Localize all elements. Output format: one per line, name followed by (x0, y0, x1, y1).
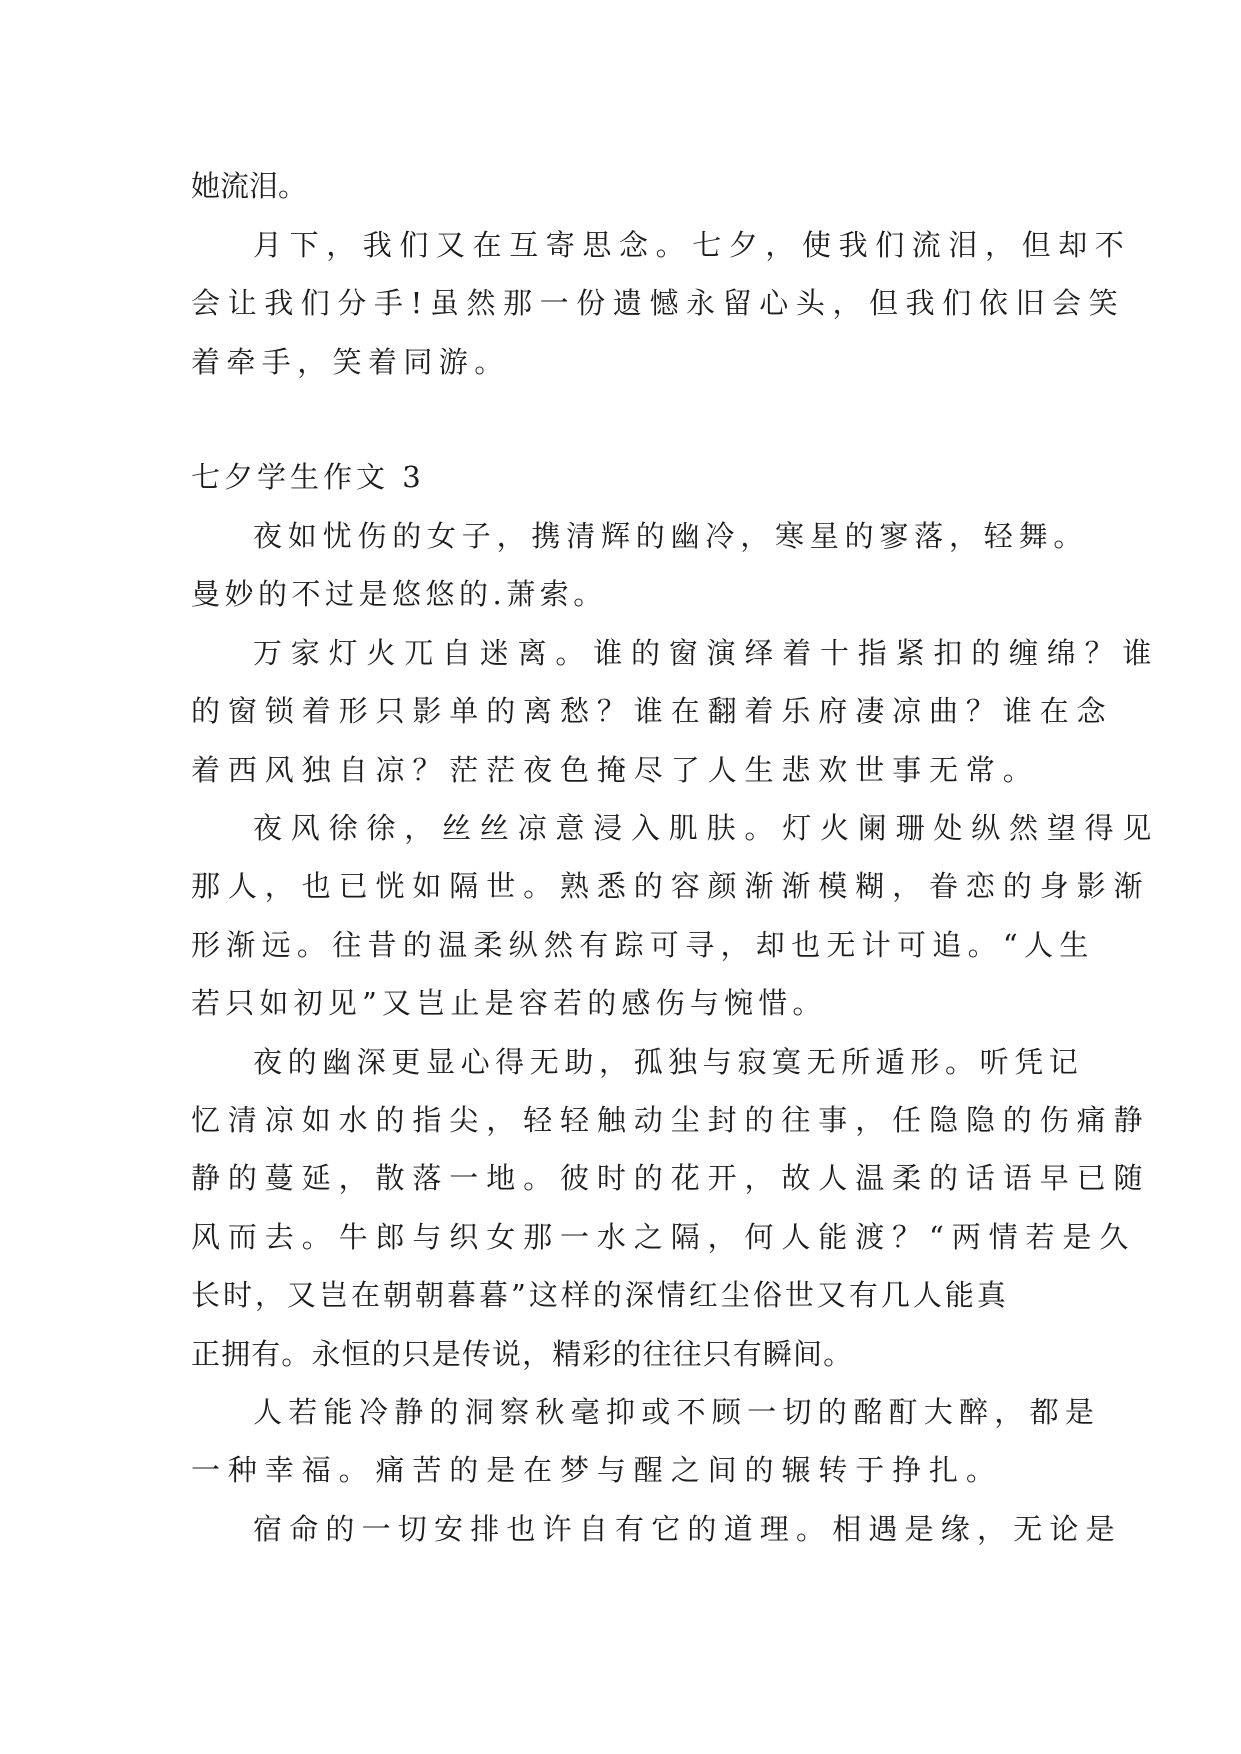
text-line: 那人，也已恍如隔世。熟悉的容颜渐渐模糊，眷恋的身影渐 (191, 869, 1151, 903)
text-line: 风而去。牛郎与织女那一水之隔，何人能渡？“两情若是久 (191, 1220, 1137, 1254)
text-line: 静的蔓延，散落一地。彼时的花开，故人温柔的话语早已随 (191, 1161, 1151, 1195)
text-line: 一种幸福。痛苦的是在梦与醒之间的辗转于挣扎。 (191, 1453, 1003, 1487)
paragraph-first-line: 夜如忧伤的女子，携清辉的幽冷，寒星的寥落，轻舞。 (253, 519, 1089, 553)
text-line: 形渐远。往昔的温柔纵然有踪可寻，却也无计可追。“人生 (191, 928, 1095, 962)
paragraph-first-line: 万家灯火兀自迷离。谁的窗演绎着十指紧扣的缠绵？谁 (253, 636, 1161, 670)
text-line: 着牵手，笑着同游。 (191, 345, 510, 379)
text-line: 会让我们分手!虽然那一份遗憾永留心头，但我们依旧会笑 (191, 286, 1126, 320)
paragraph-first-line: 夜的幽深更显心得无助，孤独与寂寞无所遁形。听凭记 (253, 1045, 1084, 1079)
text-line: 若只如初见”又岂止是容若的感伤与惋惜。 (191, 986, 827, 1020)
paragraph-first-line: 人若能冷静的洞察秋毫抑或不顾一切的酩酊大醉，都是 (253, 1395, 1101, 1429)
text-line: 长时，又岂在朝朝暮暮”这样的深情红尘俗世又有几人能真 (191, 1278, 1009, 1312)
text-line: 的窗锁着形只影单的离愁？谁在翻着乐府凄凉曲？谁在念 (191, 694, 1114, 728)
text-line: 正拥有。永恒的只是传说，精彩的往往只有瞬间。 (191, 1337, 854, 1371)
text-line: 曼妙的不过是悠悠的.萧索。 (191, 577, 607, 611)
section-heading: 七夕学生作文 3 (191, 460, 425, 494)
text-line: 她流泪。 (191, 169, 308, 203)
text-line: 忆清凉如水的指尖，轻轻触动尘封的往事，任隐隐的伤痛静 (191, 1103, 1151, 1137)
paragraph-first-line: 夜风徐徐，丝丝凉意浸入肌肤。灯火阑珊处纵然望得见 (253, 811, 1161, 845)
text-line: 着西风独自凉？茫茫夜色掩尽了人生悲欢世事无常。 (191, 753, 1040, 787)
paragraph-first-line: 月下，我们又在互寄思念。七夕，使我们流泪，但却不 (253, 228, 1132, 262)
paragraph-first-line: 宿命的一切安排也许自有它的道理。相遇是缘，无论是 (253, 1512, 1122, 1546)
